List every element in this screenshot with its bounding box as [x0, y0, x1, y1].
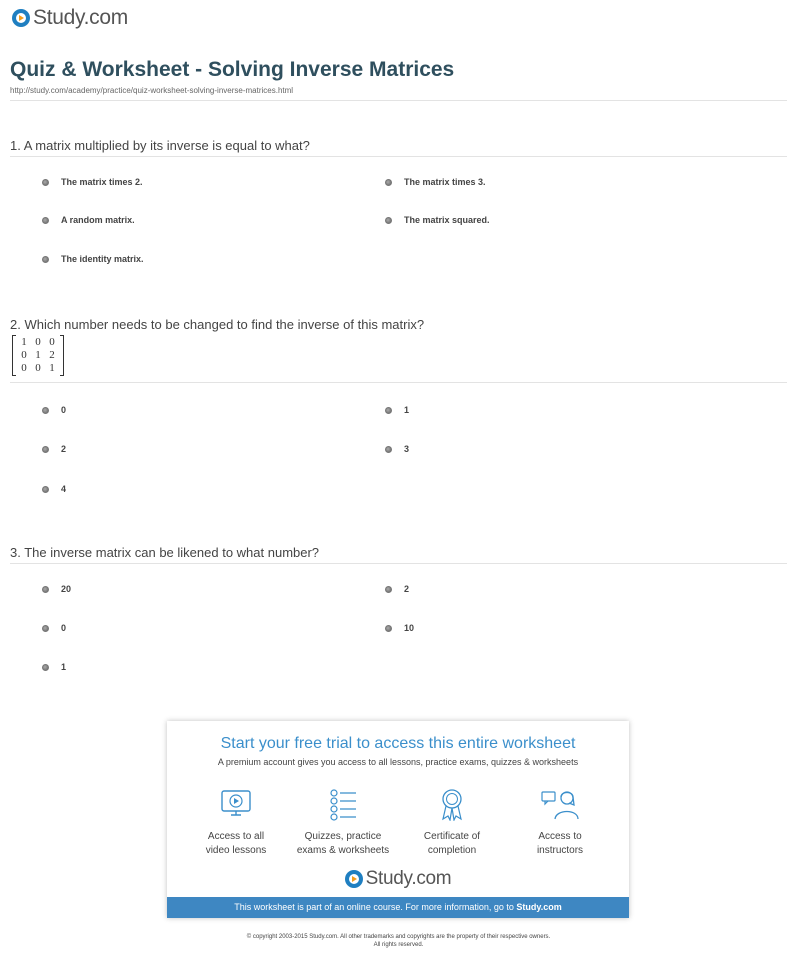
q3-option-d[interactable]: 10: [385, 623, 414, 633]
promo-logo-text: Study.com: [365, 868, 452, 889]
q2-option-c[interactable]: 2: [42, 444, 66, 454]
page-title: Quiz & Worksheet - Solving Inverse Matrices: [10, 58, 455, 81]
radio-button[interactable]: [42, 486, 49, 493]
instructor-icon: [541, 787, 579, 821]
radio-button[interactable]: [42, 664, 49, 671]
q2-option-a[interactable]: 0: [42, 405, 66, 415]
feature-label: Certificate of completion: [423, 831, 481, 856]
study-logo[interactable]: [12, 6, 128, 30]
q1-option-b[interactable]: The matrix times 3.: [385, 177, 486, 187]
promo-title[interactable]: Start your free trial to access this entire worksheet: [220, 735, 576, 752]
matrix-cell: 0: [35, 362, 41, 374]
feature-instructors: [505, 787, 615, 858]
copyright-line-2: All rights reserved.: [373, 942, 424, 948]
radio-button[interactable]: [385, 217, 392, 224]
feature-label: Quizzes, practice exams & worksheets: [296, 831, 390, 856]
study-logo-icon: [12, 9, 30, 27]
feature-video-lessons: [181, 787, 291, 858]
radio-button[interactable]: [42, 446, 49, 453]
matrix-cell: 0: [49, 336, 55, 348]
promo-logo[interactable]: [167, 868, 629, 890]
q2-option-b[interactable]: 1: [385, 405, 409, 415]
quiz-list-icon: [326, 787, 360, 821]
radio-button[interactable]: [42, 179, 49, 186]
matrix-cell: 0: [21, 349, 27, 361]
matrix-cell: 1: [21, 336, 27, 348]
free-trial-promo: [167, 721, 629, 918]
copyright-line-1: © copyright 2003-2015 Study.com. All other trademarks and copyrights are the property of their respective owners.: [246, 934, 551, 940]
q3-option-c[interactable]: 0: [42, 623, 66, 633]
radio-button[interactable]: [42, 625, 49, 632]
feature-certificate: [397, 787, 507, 858]
radio-button[interactable]: [385, 586, 392, 593]
study-logo-icon: [345, 870, 363, 888]
radio-button[interactable]: [385, 407, 392, 414]
matrix-cell: 1: [49, 362, 55, 374]
question-1: 1. A matrix multiplied by its inverse is equal to what?: [10, 138, 310, 153]
radio-button[interactable]: [385, 625, 392, 632]
divider: [10, 563, 787, 564]
q3-option-b[interactable]: 2: [385, 584, 409, 594]
q1-option-a[interactable]: The matrix times 2.: [42, 177, 143, 187]
matrix: [12, 335, 64, 376]
logo-text: Study.com: [33, 6, 128, 29]
divider: [10, 100, 787, 101]
page-url[interactable]: http://study.com/academy/practice/quiz-worksheet-solving-inverse-matrices.html: [10, 86, 294, 95]
q1-option-c[interactable]: A random matrix.: [42, 215, 135, 225]
copyright: [0, 933, 797, 949]
radio-button[interactable]: [385, 179, 392, 186]
radio-button[interactable]: [42, 586, 49, 593]
feature-quizzes: [288, 787, 398, 858]
q1-option-d[interactable]: The matrix squared.: [385, 215, 490, 225]
matrix-cell: 0: [21, 362, 27, 374]
question-3: 3. The inverse matrix can be likened to what number?: [10, 545, 320, 560]
video-lesson-icon: [219, 787, 253, 821]
matrix-bracket-right: [60, 335, 64, 376]
radio-button[interactable]: [42, 217, 49, 224]
matrix-body: [16, 335, 60, 376]
feature-label: Access to all video lessons: [205, 831, 267, 856]
q1-option-e[interactable]: The identity matrix.: [42, 254, 144, 264]
question-2: 2. Which number needs to be changed to find the inverse of this matrix?: [10, 317, 425, 332]
matrix-cell: 2: [49, 349, 55, 361]
promo-bar-text: This worksheet is part of an online course. For more information, go to: [234, 902, 517, 912]
promo-info-bar: [167, 897, 629, 918]
matrix-cell: 1: [35, 349, 41, 361]
promo-subtitle: A premium account gives you access to all lessons, practice exams, quizzes & worksheets: [217, 757, 579, 767]
radio-button[interactable]: [385, 446, 392, 453]
radio-button[interactable]: [42, 407, 49, 414]
radio-button[interactable]: [42, 256, 49, 263]
q3-option-e[interactable]: 1: [42, 662, 66, 672]
matrix-cell: 0: [35, 336, 41, 348]
certificate-icon: [435, 787, 469, 821]
feature-label: Access to instructors: [536, 831, 584, 856]
q2-option-d[interactable]: 3: [385, 444, 409, 454]
promo-bar-link[interactable]: Study.com: [516, 902, 562, 912]
divider: [10, 156, 787, 157]
q2-option-e[interactable]: 4: [42, 484, 66, 494]
q3-option-a[interactable]: 20: [42, 584, 71, 594]
divider: [10, 382, 787, 383]
